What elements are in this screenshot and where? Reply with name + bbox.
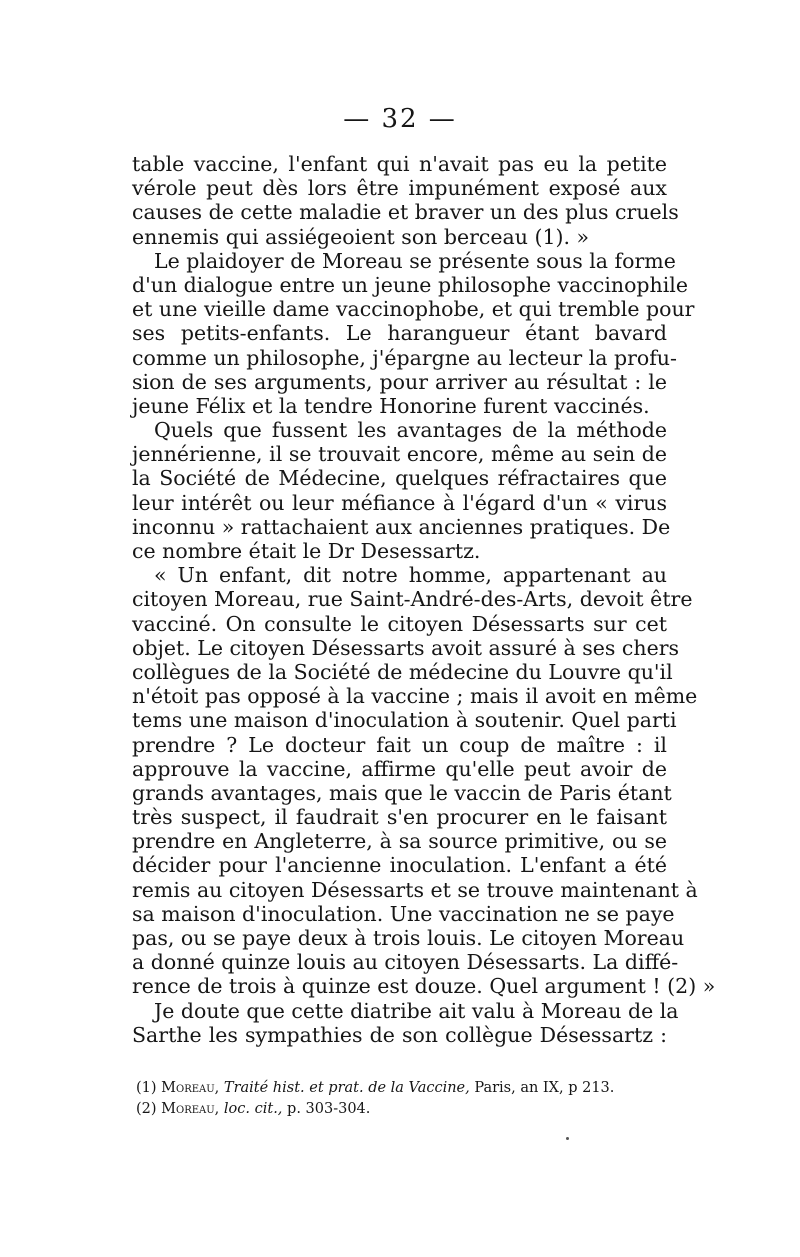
text-line: « Un enfant, dit notre homme, appartenant au xyxy=(154,563,667,588)
text-line: prendre en Angleterre, à sa source primitive, ou se xyxy=(132,829,667,854)
text-line: tems une maison d'inoculation à soutenir. Quel parti xyxy=(132,708,677,733)
footnote-author: Moreau, xyxy=(161,1101,220,1117)
text-line: citoyen Moreau, rue Saint-André-des-Arts, devoit être xyxy=(132,587,693,612)
text-line: Quels que fussent les avantages de la méthode xyxy=(154,418,667,443)
text-line: rence de trois à quinze est douze. Quel argument ! (2) » xyxy=(132,974,716,999)
footnote-author: Moreau, xyxy=(161,1080,220,1096)
text-line: et une vieille dame vaccinophobe, et qui tremble pour xyxy=(132,297,695,322)
footnote-reference: p. 303-304. xyxy=(287,1101,371,1117)
text-line: d'un dialogue entre un jeune philosophe vaccinophile xyxy=(132,272,688,297)
text-line: Sarthe les sympathies de son collègue Désessartz : xyxy=(132,1022,667,1047)
text-line: prendre ? Le docteur fait un coup de maître : il xyxy=(132,732,667,757)
text-line: ce nombre était le Dr Desessartz. xyxy=(132,539,481,563)
footnotes xyxy=(136,1078,666,1120)
text-line: vacciné. On consulte le citoyen Désessarts sur cet xyxy=(132,611,667,636)
text-line: jennérienne, il se trouvait encore, même au sein de xyxy=(132,442,667,467)
text-line: Le plaidoyer de Moreau se présente sous la forme xyxy=(154,248,676,273)
print-speck xyxy=(566,1137,569,1140)
text-line: décider pour l'ancienne inoculation. L'enfant a été xyxy=(132,853,667,878)
footnote-number: (1) xyxy=(136,1080,157,1096)
text-line: causes de cette maladie et braver un des plus cruels xyxy=(132,200,679,225)
footnote-title: Traité hist. et prat. de la Vaccine, xyxy=(223,1080,470,1096)
text-line: sion de ses arguments, pour arriver au résultat : le xyxy=(132,369,667,394)
text-line: très suspect, il faudrait s'en procurer en le faisant xyxy=(132,805,667,830)
footnote-number: (2) xyxy=(136,1101,157,1117)
text-line: collègues de la Société de médecine du Louvre qu'il xyxy=(132,659,673,684)
text-line: grands avantages, mais que le vaccin de Paris étant xyxy=(132,780,672,805)
text-line: comme un philosophe, j'épargne au lecteur la profu- xyxy=(132,345,677,370)
body-text xyxy=(132,152,716,1047)
text-line: vérole peut dès lors être impunément exposé aux xyxy=(132,176,667,201)
text-line: ennemis qui assiégeoient son berceau (1). » xyxy=(132,224,590,249)
text-line: sa maison d'inoculation. Une vaccination ne se paye xyxy=(132,901,675,926)
text-line: remis au citoyen Désessarts et se trouve maintenant à xyxy=(132,877,698,902)
footnote-reference: Paris, an IX, p 213. xyxy=(474,1080,615,1096)
text-line: pas, ou se paye deux à trois louis. Le citoyen Moreau xyxy=(132,926,685,950)
footnote xyxy=(136,1078,666,1099)
text-line: Je doute que cette diatribe ait valu à Moreau de la xyxy=(154,998,679,1023)
text-line: inconnu » rattachaient aux anciennes pratiques. De xyxy=(132,514,671,539)
text-line: a donné quinze louis au citoyen Désessarts. La diffé- xyxy=(132,950,679,975)
text-line: la Société de Médecine, quelques réfractaires que xyxy=(132,466,667,491)
footnote xyxy=(136,1099,666,1120)
text-line: objet. Le citoyen Désessarts avoit assuré à ses chers xyxy=(132,635,680,660)
text-line: ses petits-enfants. Le harangueur étant bavard xyxy=(132,321,667,346)
page-number: — 32 — xyxy=(343,104,457,134)
text-line: approuve la vaccine, affirme qu'elle peut avoir de xyxy=(132,756,667,781)
text-line: jeune Félix et la tendre Honorine furent vaccinés. xyxy=(132,393,650,418)
text-line: leur intérêt ou leur méfiance à l'égard d'un « virus xyxy=(132,490,667,515)
footnote-title: loc. cit., xyxy=(223,1101,283,1117)
text-line: table vaccine, l'enfant qui n'avait pas eu la petite xyxy=(132,152,667,176)
text-line: n'étoit pas opposé à la vaccine ; mais il avoit en même xyxy=(132,684,698,709)
